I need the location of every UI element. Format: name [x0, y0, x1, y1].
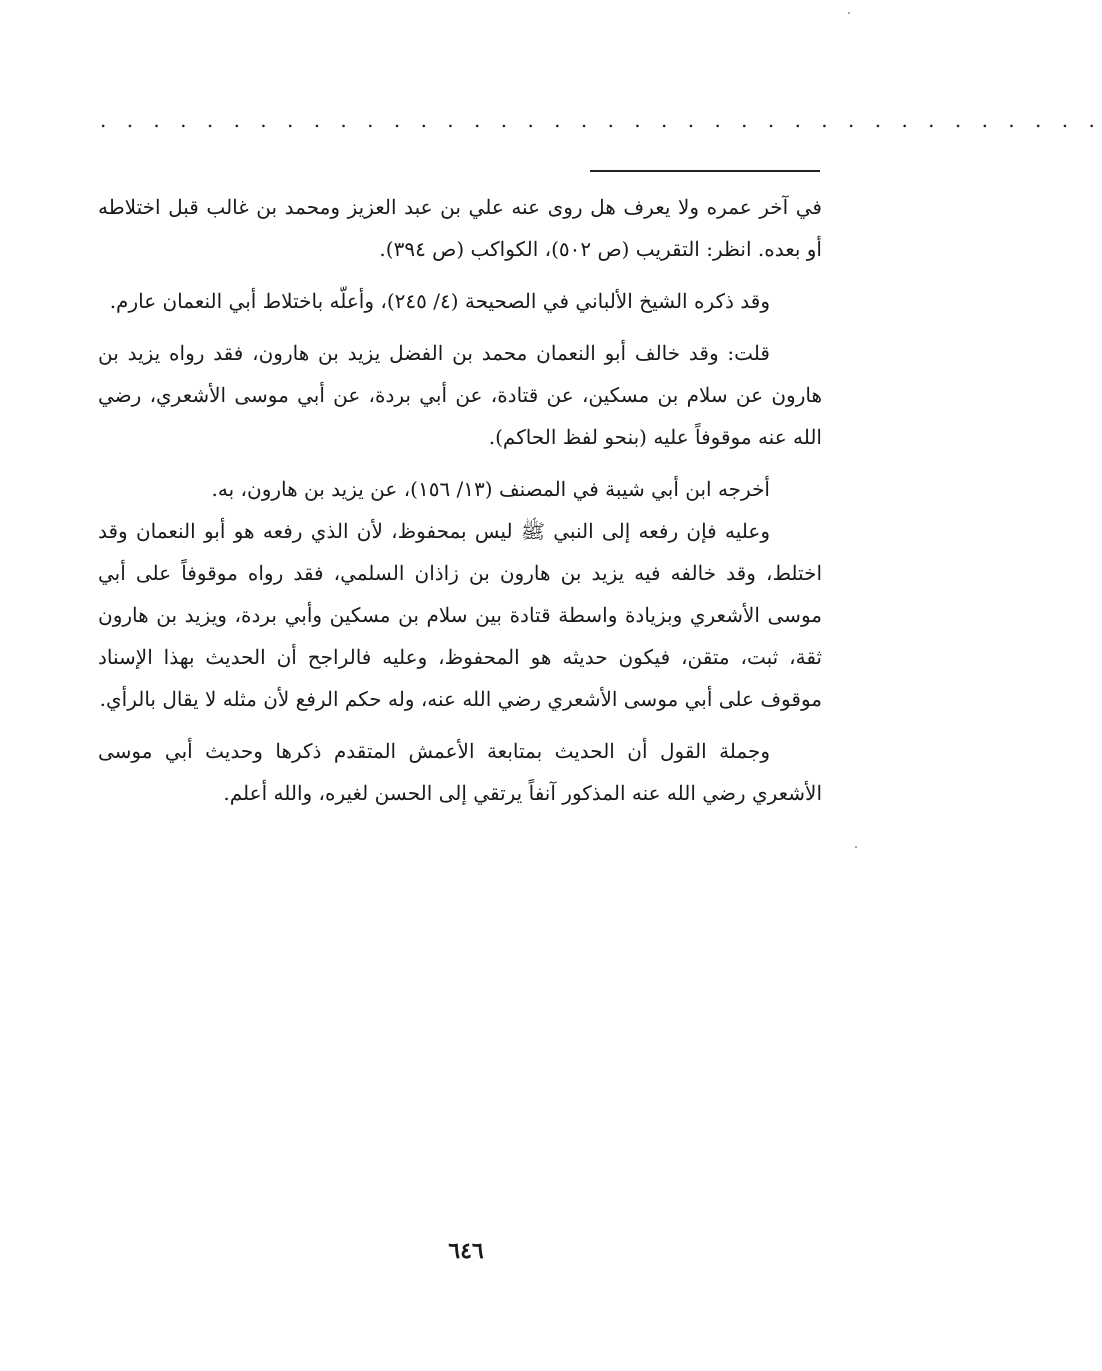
body-paragraph-3: وعليه فإن رفعه إلى النبي ﷺ ليس بمحفوظ، لأن الذي رفعه هو أبو النعمان وقد اختلط، وقد خالفه فيه يزيد بن هارون بن زاذان السلمي، فقد رواه موقوفاً على أبي موسى الأشعري وبزيادة واسطة قتادة بين سلام بن مسكين وأبي بردة، ويزيد بن هارون ثقة، ثبت، متقن، فيكون حديثه هو المحفوظ، وعليه فالراجح أن الحديث بهذا الإسناد موقوف على أبي موسى الأشعري رضي الله عنه، وله حكم الرفع لأن مثله لا يقال بالرأي. [98, 519, 822, 711]
dotted-separator: . . . . . . . . . . . . . . . . . . . . . . . . . . . . . . . . . . . . . . [100, 108, 1102, 132]
body-paragraph-4: وجملة القول أن الحديث بمتابعة الأعمش المتقدم ذكرها وحديث أبي موسى الأشعري رضي الله عنه المذكور آنفاً يرتقي إلى الحسن لغيره، والله أعلم. [98, 739, 822, 805]
footnote-rule [590, 170, 820, 172]
body-paragraph-2: أخرجه ابن أبي شيبة في المصنف (١٣/ ١٥٦)، عن يزيد بن هارون، به. [211, 477, 770, 501]
footnote-line-2: وقد ذكره الشيخ الألباني في الصحيحة (٤/ ٢٤٥)، وأعلّه باختلاط أبي النعمان عارم. [109, 289, 770, 313]
scan-speck [855, 846, 857, 848]
body-paragraph-1: قلت: وقد خالف أبو النعمان محمد بن الفضل يزيد بن هارون، فقد رواه يزيد بن هارون عن سلام بن مسكين، عن قتادة، عن أبي بردة، عن أبي موسى الأشعري، رضي الله عنه موقوفاً عليه (بنحو لفظ الحاكم). [98, 341, 822, 449]
page-number: ٦٤٦ [448, 1238, 484, 1264]
page-text [98, 186, 822, 814]
scan-speck [848, 12, 850, 14]
footnote-line-1: في آخر عمره ولا يعرف هل روى عنه علي بن عبد العزيز ومحمد بن غالب قبل اختلاطه أو بعده. انظر: التقريب (ص ٥٠٢)، الكواكب (ص ٣٩٤). [98, 195, 822, 261]
